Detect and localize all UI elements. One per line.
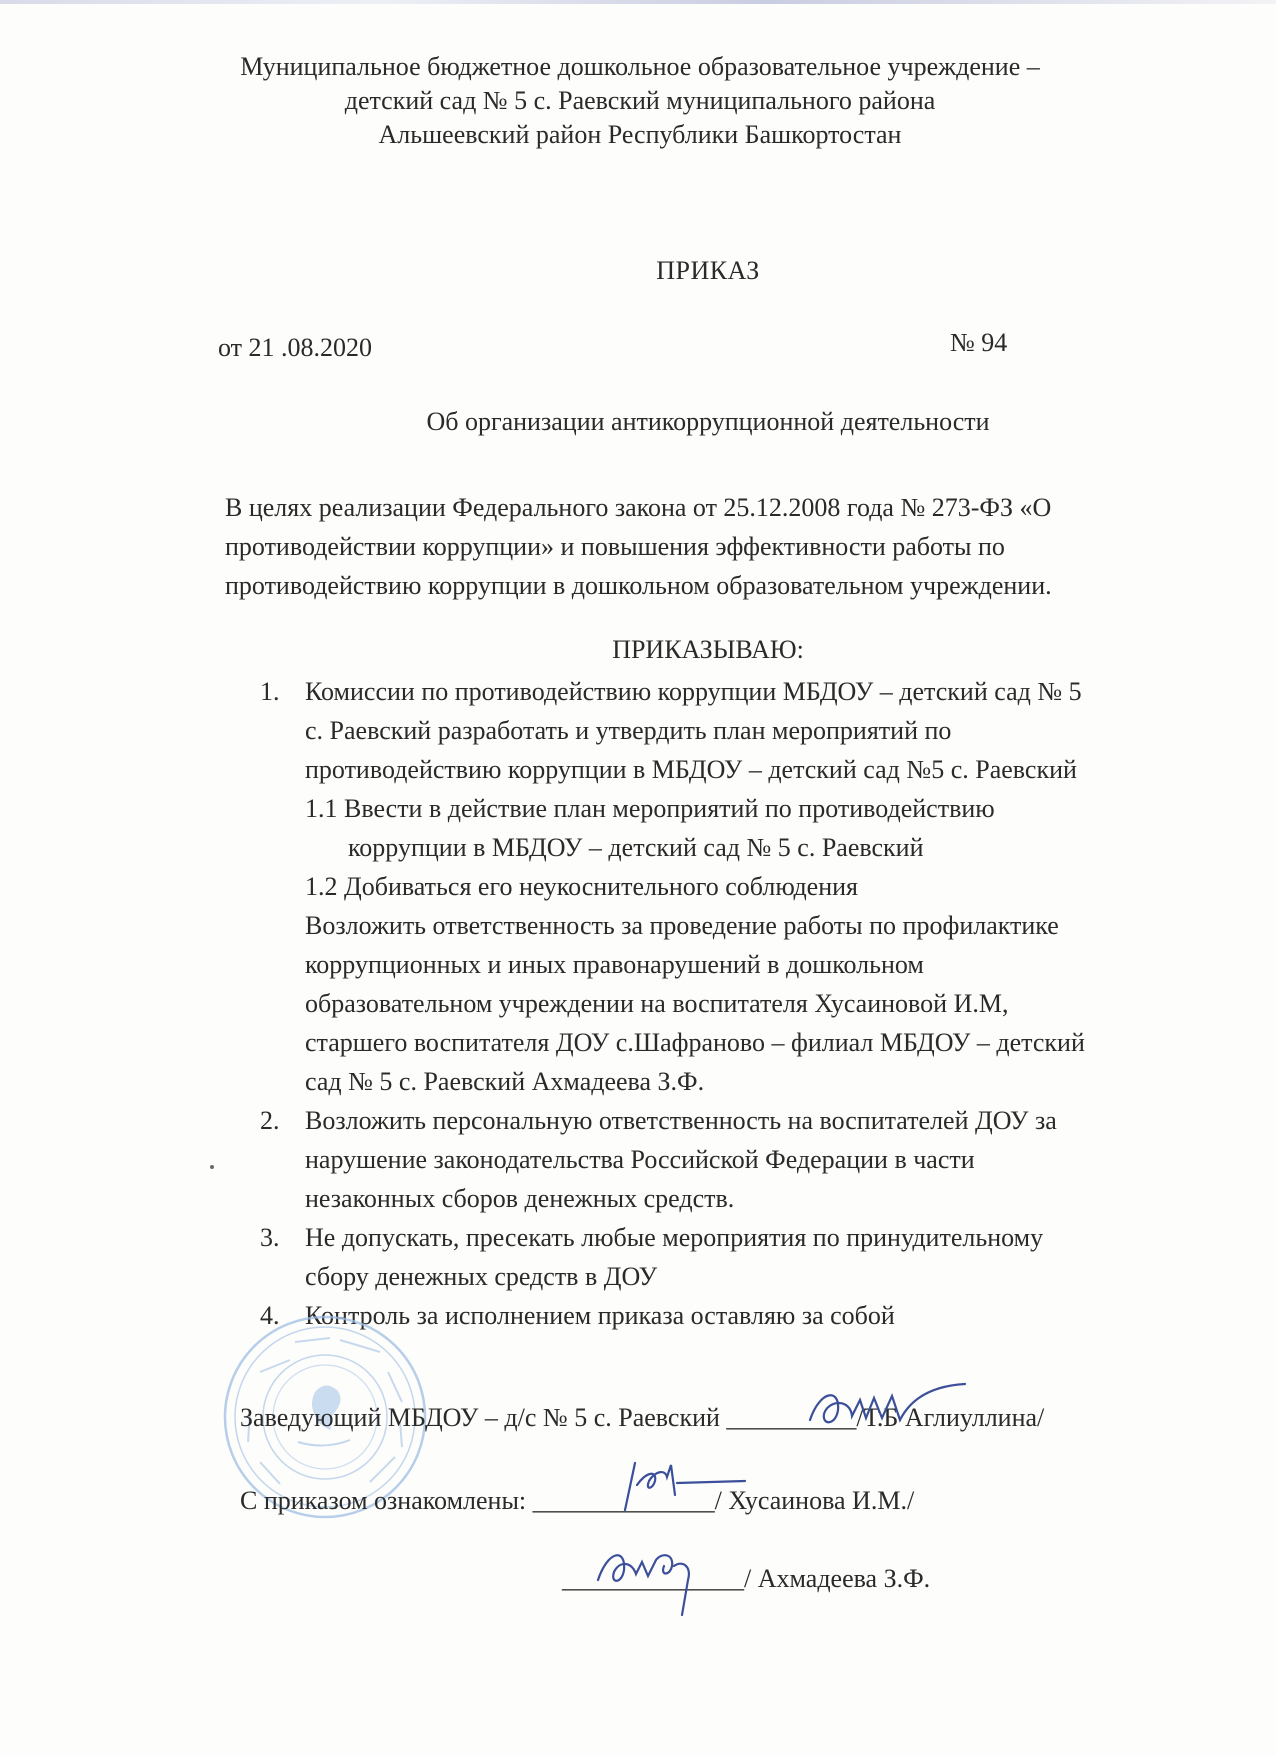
head-signature-blank: __________ <box>726 1403 857 1432</box>
item-continuation <box>260 984 1210 1023</box>
item-text: нарушение законодательства Российской Федерации в части <box>305 1145 975 1174</box>
item-text: сбору денежных средств в ДОУ <box>305 1262 658 1291</box>
order-subject: Об организации антикоррупционной деятельности <box>426 407 990 436</box>
item-text: Не допускать, пресекать любые мероприятия по принудительному <box>305 1223 1044 1252</box>
head-signature-label: Заведующий МБДОУ – д/с № 5 с. Раевский <box>240 1403 720 1432</box>
item-text: с. Раевский разработать и утвердить план мероприятий по <box>305 716 952 745</box>
preamble-line: противодействию коррупции в дошкольном образовательном учреждении. <box>225 571 1052 600</box>
header-line-2: детский сад № 5 с. Раевский муниципального района <box>344 86 936 115</box>
ack-1-signature-icon <box>605 1455 755 1515</box>
item-text: старшего воспитателя ДОУ с.Шафраново – филиал МБДОУ – детский <box>305 1028 1085 1057</box>
item-text: Комиссии по противодействию коррупции МБДОУ – детский сад № 5 <box>305 677 1082 706</box>
item-text: противодействию коррупции в МБДОУ – детский сад №5 с. Раевский <box>305 755 1077 784</box>
list-item <box>260 1218 1210 1257</box>
preamble-line: В целях реализации Федерального закона от 25.12.2008 года № 273-ФЗ «О <box>225 493 1052 522</box>
item-number: 1. <box>260 677 280 706</box>
item-continuation <box>260 1062 1210 1101</box>
item-text: Контроль за исполнением приказа оставляю за собой <box>305 1301 895 1330</box>
item-text: 1.1 Ввести в действие план мероприятий по противодействию <box>305 794 995 823</box>
ack-row-1 <box>240 1486 914 1516</box>
list-item <box>260 672 1210 711</box>
item-text: коррупции в МБДОУ – детский сад № 5 с. Раевский <box>348 833 924 862</box>
ack-1-name: / Хусаинова И.М./ <box>714 1486 915 1515</box>
subitem-1-1 <box>260 789 1210 828</box>
order-items <box>260 672 1210 1335</box>
head-signature-icon <box>800 1380 980 1440</box>
organization-header <box>140 50 1140 152</box>
document-title: ПРИКАЗ <box>656 256 760 285</box>
item-number: 2. <box>260 1106 280 1135</box>
ack-2-blank: ______________ <box>562 1564 744 1593</box>
item-text: сад № 5 с. Раевский Ахмадеева З.Ф. <box>305 1067 705 1096</box>
order-number: № 94 <box>950 328 1008 357</box>
ack-2-name: / Ахмадеева З.Ф. <box>744 1564 931 1593</box>
item-continuation <box>260 711 1210 750</box>
scan-top-edge <box>0 0 1276 4</box>
scan-speck <box>210 1165 214 1169</box>
header-line-1: Муниципальное бюджетное дошкольное образовательное учреждение – <box>240 52 1040 81</box>
ack-1-blank: ______________ <box>532 1486 715 1515</box>
item-text: Возложить персональную ответственность на воспитателей ДОУ за <box>305 1106 1057 1135</box>
item-continuation <box>260 1257 1210 1296</box>
list-item <box>260 1101 1210 1140</box>
item-text: 1.2 Добиваться его неукоснительного соблюдения <box>305 872 859 901</box>
item-text: образовательном учреждении на воспитателя Хусаиновой И.М, <box>305 989 1009 1018</box>
item-text: незаконных сборов денежных средств. <box>305 1184 735 1213</box>
item-text: Возложить ответственность за проведение работы по профилактике <box>305 911 1059 940</box>
item-continuation <box>260 1140 1210 1179</box>
header-line-3: Альшеевский район Республики Башкортостан <box>378 120 902 149</box>
head-name: /Т.Б Аглиуллина/ <box>856 1403 1045 1432</box>
item-continuation <box>260 828 1210 867</box>
item-number: 3. <box>260 1223 280 1252</box>
item-continuation <box>260 945 1210 984</box>
ack-2-signature-icon <box>590 1530 720 1620</box>
item-continuation <box>260 750 1210 789</box>
item-continuation <box>260 906 1210 945</box>
item-continuation <box>260 1179 1210 1218</box>
item-text: коррупционных и иных правонарушений в дошкольном <box>305 950 924 979</box>
item-continuation <box>260 1023 1210 1062</box>
order-directive-heading: ПРИКАЗЫВАЮ: <box>612 635 804 664</box>
subitem-1-2 <box>260 867 1210 906</box>
preamble-line: противодействии коррупции» и повышения эффективности работы по <box>225 532 1005 561</box>
ack-label: С приказом ознакомлены: <box>240 1486 527 1515</box>
item-number: 4. <box>260 1301 280 1330</box>
preamble <box>225 488 1175 605</box>
order-date: от 21 .08.2020 <box>218 333 373 362</box>
